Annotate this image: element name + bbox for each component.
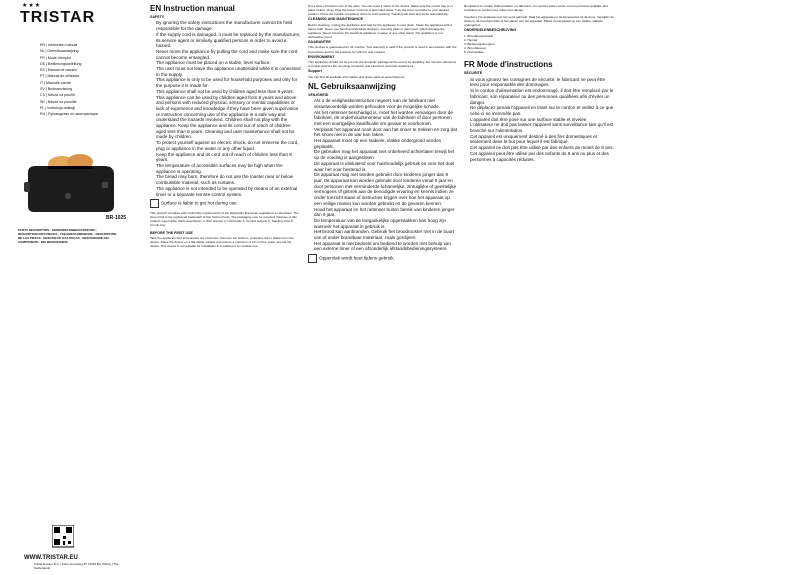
guarantee-text: This product is guaranteed for 24 months. Your warranty is valid if the product is used in accordance with the instructions and for the purpose for which it was created. [308, 45, 457, 54]
list-item: • L'utilisateur ne doit pas laisser l'appareil sans surveillance tant qu'il est branché sur l'alimentation. [470, 122, 614, 133]
language-item: DE | Bedienungsanleitung [40, 61, 82, 66]
list-item: • De temperatuur van de toegankelijke oppervlakken kan hoog zijn wanneer het apparaat in gebruik is. [314, 218, 458, 229]
list-item: • Cet appareil ne doit pas être utilisé par des enfants de moins de 8 ans. Cet appareil peut être utilisé par des enfants de 8 ans ou plus et des personnes à capacités réduites. [470, 145, 614, 162]
list-item: • Si vous ignorez les consignes de sécurité, le fabricant ne peut être tenu pour responsable des dommages. [470, 77, 614, 88]
parts-fine-print: PARTS DESCRIPTION · ONDERDELENBESCHRIJVING · DESCRIPTION DES PIECES · TEILEBESCHREIBUNG · DESCRIPCIÓN DE LAS PIEZAS · DESCRIÇÃO DAS PEÇAS · DESCRIZIONE DEI COMPONENTI · DELBESKRIVNING [18, 228, 117, 244]
hot-surface-icon [150, 199, 159, 208]
safety-list-fr [464, 77, 614, 163]
list-item: • De gebruiker mag het apparaat niet onbeheerd achterlaten terwijl het op de voeding is aangesloten. [314, 149, 458, 160]
list-item: 4. Broodsleuven [464, 46, 487, 51]
list-item: • The user must not leave the appliance unattended while it is connected to the supply. [156, 66, 302, 77]
language-item: FR | Mode d'emploi [40, 55, 71, 60]
qr-code-icon [52, 525, 74, 549]
language-item: CS | Návod na použití [40, 93, 75, 98]
list-item: • Never move the appliance by pulling the cord and make sure the cord cannot become entangled. [156, 49, 302, 60]
list-item: • The appliance must be placed on a stable, level surface. [156, 60, 302, 66]
guarantee-heading: GUARANTEE [308, 40, 331, 45]
list-item: • To protect yourself against an electric shock, do not immerse the cord, plug or appliance in the water or any other liquid. [156, 140, 302, 151]
list-item: • Keep the appliance and its cord out of reach of children less than 8 years. [156, 152, 302, 163]
language-item: SV | Bruksanvisning [40, 87, 73, 92]
language-item: IT | Manuale utente [40, 80, 71, 85]
usage-text: Put a slice of bread in one of the slots. You can toast 2 slices in the device. Make sure the crumb tray is in place before using. Plug the power cord into a grounded outlet. Turn the timer controller to your desired position. Press the handle completely down to start toasting. Toasting will start and stops automatically. [308, 4, 453, 17]
support-heading: Support [308, 69, 322, 74]
list-item: • Houd het apparaat en het netsnoer buiten bereik van kinderen jonger dan 8 jaar. [314, 207, 458, 218]
list-item: • Dit apparaat is uitsluitend voor huishoudelijk gebruik en voor het doel waar het voor bestemd is. [314, 161, 458, 172]
column-nl-fr [464, 4, 614, 570]
hot-surface-note: Surface is liable to get hot during use. [161, 200, 238, 206]
compliance-text: This product complies with conformity requirements of the applicable European regulations or directives. The Green Dot is the registered trademark of Der Grüne Punkt. The packaging may be recycled. Dispose of this product responsibly. Parts description: 1. Bun warmer 2. Lift handle 3. Control buttons 4. Toasting slots 5. Crumb tray [150, 211, 299, 228]
parts-heading-nl: ONDERDELENBESCHRIJVING [464, 28, 517, 33]
language-item: RU | Руководство по эксплуатации [40, 112, 98, 117]
hot-surface-note-nl: Oppervlak wordt heet tijdens gebruik. [319, 255, 395, 261]
list-item: • The appliance is not intended to be operated by means of an external timer or a separate remote-control system. [156, 186, 302, 197]
list-item: 1. Broodjesopzetstuk [464, 33, 493, 38]
safety-heading: SAFETY [150, 15, 165, 19]
list-item: • Als het netsnoer beschadigd is, moet het worden vervangen door de fabrikant, de onderhoudsmonteur van de fabrikant of door personen met een soortgelijke kwalificatie om gevaar te voorkomen. [314, 110, 458, 127]
column-en-nl [308, 4, 458, 570]
language-item: ES | Manual de usuario [40, 68, 78, 73]
language-item: PT | Manual de utilizador [40, 74, 80, 79]
list-item: • Cet appareil est uniquement destiné à des fins domestiques et seulement dans le but pour lequel il est fabriqué. [470, 134, 614, 145]
list-item: • Si le cordon d'alimentation est endommagé, il doit être remplacé par le fabricant, son réparateur ou des personnes qualifiées afin d'éviter un danger. [470, 88, 614, 105]
company-address: Tristar Europe B.V. | Jules Verneweg 87 | 5015 BH Tilburg | The Netherlands [34, 562, 119, 570]
safety-list [150, 20, 302, 197]
list-item: • This appliance shall not be used by children aged less than 8 years. This appliance can be used by children aged from 8 years and above and persons with reduced physical, sensory or mental capabilities or lack of experience and knowledge if they have been given supervision or instruction concerning use of the appliance in a safe way and understand the hazards involved. Children shall not play with the appliance. Keep the appliance and its cord out of reach of children aged less than 8 years. Cleaning and user maintenance shall not be made by children. [156, 89, 302, 140]
language-item: PL | Instrukcja obsługi [40, 105, 75, 110]
list-item: 2. Hendel [464, 37, 478, 42]
website: WWW.TRISTAR.EU [24, 555, 78, 561]
list-item: • Ne déplacez jamais l'appareil en tirant sur le cordon et veillez à ce que celui-ci ne s'emmêle pas. [470, 105, 614, 116]
list-item: • This appliance is only to be used for household purposes and only for the purpose it is made for. [156, 77, 302, 88]
cleaning-text: Before cleaning, unplug the appliance and wait for the appliance to cool down. Clean the appliance with a damp cloth. Never use harsh and abrasive cleaners, scouring pads or steel wool, which damage the appliance. Never immerse the electrical appliance in water or any other liquid. The appliance is not dishwasher proof. [308, 22, 453, 39]
language-item: SK | Návod na použitie [40, 99, 77, 104]
list-item: 5. Kruimellade [464, 50, 484, 55]
list-item: • The temperature of accessible surfaces may be high when the appliance is operating. [156, 163, 302, 174]
list-item: • Het apparaat moet op een stabiele, vlakke ondergrond worden geplaatst. [314, 138, 458, 149]
hot-surface-icon [308, 254, 317, 263]
language-item: NL | Gebruiksaanwijzing [40, 49, 79, 54]
list-item: 3. Bedieningsknoppen [464, 42, 495, 47]
intro-text: Remplacez le cordon d'alimentation. Le fabricant, son service après-vente ou une personne qualifiée doit remplacer le cordon pour éviter tout danger. [464, 4, 608, 13]
safety-heading-nl: VEILIGHEID [308, 92, 329, 97]
section-heading-fr: FR Mode d'instructions [464, 60, 553, 70]
environment-heading: ENVIRONMENT [308, 54, 335, 59]
nl-before-text: Voordat u het apparaat voor het eerst gebruikt: Haal het apparaat en de accessoires uit de doos. Verwijder de stickers, de beschermfolie of het plastic van het apparaat. Plaats het apparaat op een vlakke, stabiele ondergrond. [464, 15, 614, 28]
list-item: • By ignoring the safety instructions the manufacturer cannot be held responsible for the damage. [156, 20, 302, 31]
column-en [150, 4, 302, 570]
safety-list-nl [308, 98, 458, 252]
list-item: • The bread may burn, therefore do not use the toaster near or below combustible material, such as curtains. [156, 174, 302, 185]
section-heading-en: EN Instruction manual [150, 4, 235, 13]
list-item: • Het apparaat is niet bedoeld om bediend te worden met behulp van een externe timer of een afzonderlijk afstandsbedieningssysteem. [314, 241, 458, 252]
section-heading-nl: NL Gebruiksaanwijzing [308, 81, 396, 91]
language-item: EN | Instruction manual [40, 43, 78, 47]
list-item: • Als u de veiligheidsinstructies negeert, kan de fabrikant niet verantwoordelijk worden gehouden voor de mogelijke schade. [314, 98, 458, 109]
list-item: • If the supply cord is damaged, it must be replaced by the manufacturer, its service agent or similarly qualified persons in order to avoid a hazard. [156, 32, 302, 49]
list-item: • Dit apparaat mag niet worden gebruikt door kinderen jonger dan 8 jaar. Dit apparaat kan worden gebruikt door kinderen vanaf 8 jaar en door personen met verminderde lichamelijke, zintuiglijke of geestelijke vermogens of gebrek aan de benodigde ervaring en kennis indien ze onder toezicht staan of instructies krijgen over hoe het apparaat op een veilige manier kan worden gebruikt en de gevaren kennen. [314, 172, 458, 206]
support-text: You can find all available information and spare parts at www.tristar.eu! [308, 74, 405, 79]
toaster-image [18, 152, 122, 214]
parts-list-nl [464, 34, 614, 54]
model-number: BR-1025 [106, 215, 127, 221]
safety-heading-fr: SÉCURITÉ [464, 71, 483, 76]
list-item: • L'appareil doit être posé sur une surface stable et nivelée. [470, 117, 614, 123]
before-first-use-heading: BEFORE THE FIRST USE [150, 230, 193, 235]
before-first-use-text: Take the appliance and accessories out of the box. Remove the stickers, protective foil or plastic from the device. Place the device on a flat stable surface and ensure a minimum of 10 cm free space around the device. This device is not suitable for installation in a cabinet or for outside use. [150, 235, 294, 249]
cleaning-heading: CLEANING AND MAINTENANCE [308, 17, 363, 22]
list-item: • Verplaats het apparaat nooit door aan het snoer te trekken en zorg dat het snoer niet in de war kan raken. [314, 127, 458, 138]
language-list [40, 42, 120, 118]
environment-text: This appliance should not be put into the domestic garbage at the end of its durability, but must be offered at a central point for the recycling of electric and electronic domestic appliances. [308, 60, 456, 69]
list-item: • Het brood kan aanbranden. Gebruik het broodrooster niet in de buurt van of onder brandbaar materiaal, zoals gordijnen. [314, 229, 458, 240]
brand-stars: ★★★ [22, 3, 42, 9]
brand-logo: TRISTAR [20, 9, 96, 26]
